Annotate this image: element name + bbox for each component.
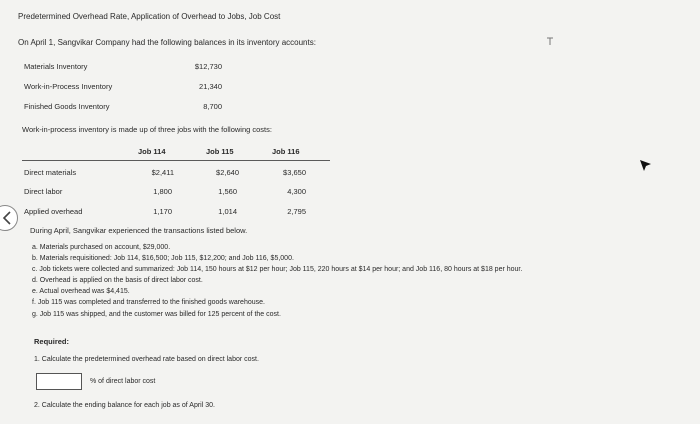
job-header-116: Job 116	[272, 147, 300, 156]
cell-dm-116: $3,650	[283, 168, 306, 177]
cell-dl-114: 1,800	[153, 187, 172, 196]
overhead-rate-input[interactable]	[36, 373, 82, 390]
cell-dm-115: $2,640	[216, 168, 239, 177]
balance-label-wip: Work-in-Process Inventory	[24, 82, 113, 91]
transaction-g: g. Job 115 was shipped, and the customer was billed for 125 percent of the cost.	[32, 311, 281, 318]
question-2: 2. Calculate the ending balance for each job as of April 30.	[34, 402, 215, 409]
row-label-applied-overhead: Applied overhead	[24, 207, 83, 216]
transactions-intro: During April, Sangvikar experienced the transactions listed below.	[30, 226, 248, 235]
balance-value-materials: $12,730	[194, 62, 222, 71]
cursor-arrow-icon	[640, 160, 652, 172]
required-heading: Required:	[34, 337, 70, 346]
cell-dl-116: 4,300	[287, 187, 306, 196]
overhead-rate-unit: % of direct labor cost	[90, 378, 156, 385]
pin-icon	[546, 36, 554, 46]
balance-value-wip: 21,340	[199, 82, 222, 91]
balance-label-materials: Materials Inventory	[24, 62, 88, 71]
transaction-e: e. Actual overhead was $4,415.	[32, 288, 130, 295]
cell-oh-114: 1,170	[153, 207, 172, 216]
cell-dl-115: 1,560	[218, 187, 237, 196]
back-button[interactable]	[0, 205, 18, 231]
row-label-direct-materials: Direct materials	[24, 168, 77, 177]
cell-dm-114: $2,411	[151, 168, 174, 177]
transaction-c: c. Job tickets were collected and summarized: Job 114, 150 hours at $12 per hour; Job 115, 220 hours at $14 per hour; and Job 116, 80 hours at $18 per hour.	[32, 266, 523, 273]
question-1: 1. Calculate the predetermined overhead rate based on direct labor cost.	[34, 356, 259, 363]
job-header-114: Job 114	[138, 147, 166, 156]
transaction-b: b. Materials requisitioned: Job 114, $16,500; Job 115, $12,200; and Job 116, $5,000.	[32, 255, 294, 262]
wip-intro-text: Work-in-process inventory is made up of three jobs with the following costs:	[22, 125, 272, 134]
balance-label-finished: Finished Goods Inventory	[24, 102, 110, 111]
cell-oh-116: 2,795	[287, 207, 306, 216]
page-title: Predetermined Overhead Rate, Application of Overhead to Jobs, Job Cost	[18, 12, 281, 21]
balance-value-finished: 8,700	[203, 102, 222, 111]
cell-oh-115: 1,014	[218, 207, 237, 216]
chevron-left-icon	[2, 211, 12, 225]
table-header-rule	[22, 160, 330, 161]
row-label-direct-labor: Direct labor	[24, 187, 63, 196]
intro-text: On April 1, Sangvikar Company had the following balances in its inventory accounts:	[18, 38, 316, 47]
job-header-115: Job 115	[206, 147, 234, 156]
transaction-d: d. Overhead is applied on the basis of direct labor cost.	[32, 277, 203, 284]
transaction-a: a. Materials purchased on account, $29,000.	[32, 244, 171, 251]
transaction-f: f. Job 115 was completed and transferred to the finished goods warehouse.	[32, 299, 265, 306]
